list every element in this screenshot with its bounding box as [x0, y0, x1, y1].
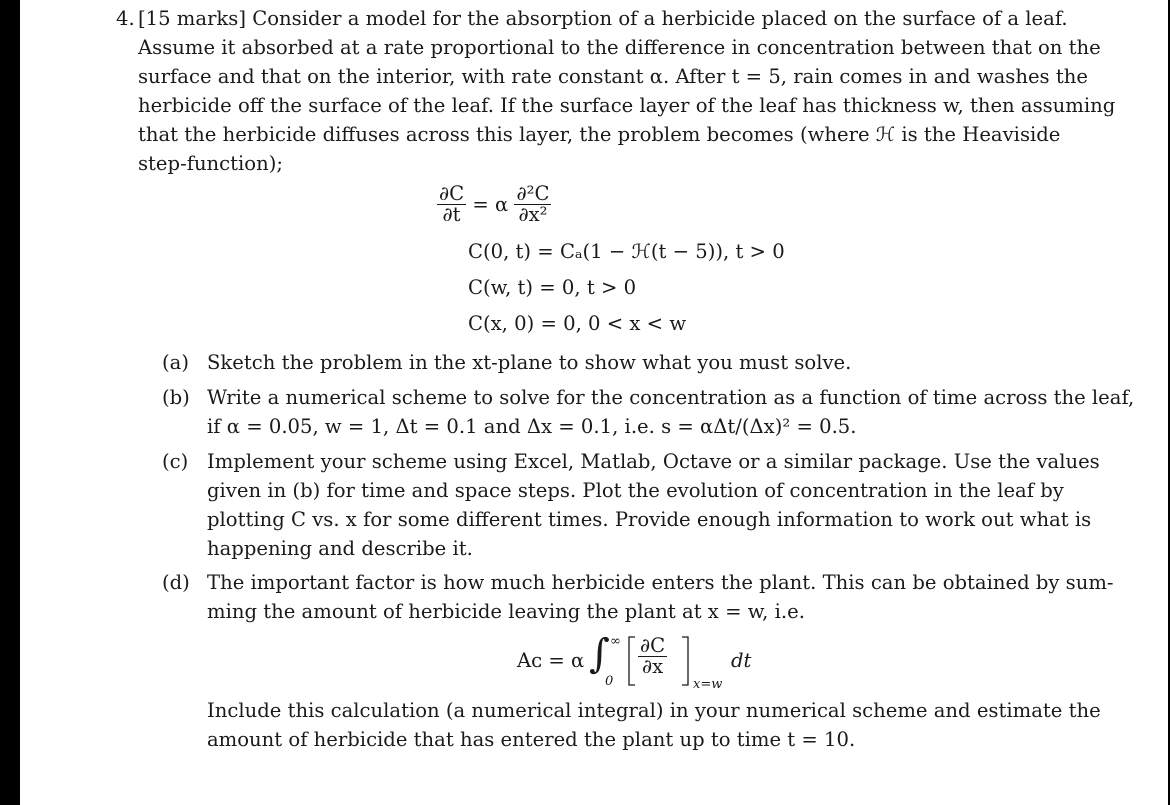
boundary-condition-1: C(0, t) = Cₐ(1 − ℋ(t − 5)), t > 0	[468, 240, 785, 263]
left-bracket	[627, 636, 637, 686]
diffusion-equation	[437, 184, 551, 225]
final-paragraph	[207, 696, 1101, 754]
intro-line: step-function);	[138, 152, 283, 175]
part-line: if α = 0.05, w = 1, Δt = 0.1 and Δx = 0.1, i.e. s = αΔt/(Δx)² = 0.5.	[207, 415, 857, 438]
document-page	[20, 0, 1168, 805]
part-line: happening and describe it.	[207, 537, 473, 560]
pde-rhs-numerator: ∂²C	[516, 182, 550, 205]
boundary-condition-2: C(w, t) = 0, t > 0	[468, 276, 637, 299]
integral-lower-limit: 0	[605, 674, 614, 689]
part-line: ming the amount of herbicide leaving the plant at x = w, i.e.	[207, 600, 805, 623]
part-line: plotting C vs. x for some different times. Provide enough information to work out what is	[207, 508, 1092, 531]
intro-line: that the herbicide diffuses across this layer, the problem becomes (where ℋ is the Heaviside	[138, 123, 1061, 146]
pde-rhs-denominator: ∂x²	[514, 204, 551, 225]
initial-condition: C(x, 0) = 0, 0 < x < w	[468, 312, 687, 335]
evaluation-subscript: x=w	[693, 677, 723, 692]
intro-line: [15 marks] Consider a model for the absorption of a herbicide placed on the surface of a leaf.	[138, 7, 1068, 30]
ac-lhs: Aᴄ = α	[517, 649, 585, 672]
intro-line: Assume it absorbed at a rate proportional to the difference in concentration between that on the	[138, 36, 1101, 59]
pde-lhs-numerator: ∂C	[439, 182, 465, 205]
part-line: The important factor is how much herbicide enters the plant. This can be obtained by sum-	[207, 571, 1114, 594]
integral-sign: ∫	[589, 631, 610, 677]
pde-equals-alpha: = α	[472, 193, 509, 216]
ac-fraction	[638, 636, 667, 677]
part-label: (d)	[162, 571, 190, 594]
problem-statement	[116, 4, 1116, 178]
pde-lhs-fraction	[437, 184, 466, 225]
part-line: given in (b) for time and space steps. Plot the evolution of concentration in the leaf by	[207, 479, 1064, 502]
part-line: Sketch the problem in the xt-plane to show what you must solve.	[207, 351, 852, 374]
pde-lhs-denominator: ∂t	[437, 204, 466, 225]
ac-dt: dt	[731, 649, 752, 672]
part-label: (b)	[162, 386, 190, 409]
problem-number: 4.	[116, 7, 135, 30]
final-line: Include this calculation (a numerical integral) in your numerical scheme and estimate the	[207, 699, 1101, 722]
part-line: Implement your scheme using Excel, Matlab, Octave or a similar package. Use the values	[207, 450, 1100, 473]
right-bracket	[680, 636, 690, 686]
part-line: Write a numerical scheme to solve for the concentration as a function of time across the leaf,	[207, 386, 1135, 409]
pde-rhs-fraction	[514, 184, 551, 225]
final-line: amount of herbicide that has entered the plant up to time t = 10.	[207, 728, 856, 751]
intro-line: herbicide off the surface of the leaf. If the surface layer of the leaf has thickness w, then assuming	[138, 94, 1116, 117]
part-label: (c)	[162, 450, 189, 473]
intro-line: surface and that on the interior, with rate constant α. After t = 5, rain comes in and washes the	[138, 65, 1088, 88]
part-label: (a)	[162, 351, 189, 374]
ac-denominator: ∂x	[638, 656, 667, 677]
integral-upper-limit: ∞	[610, 634, 621, 649]
ac-numerator: ∂C	[640, 634, 666, 657]
